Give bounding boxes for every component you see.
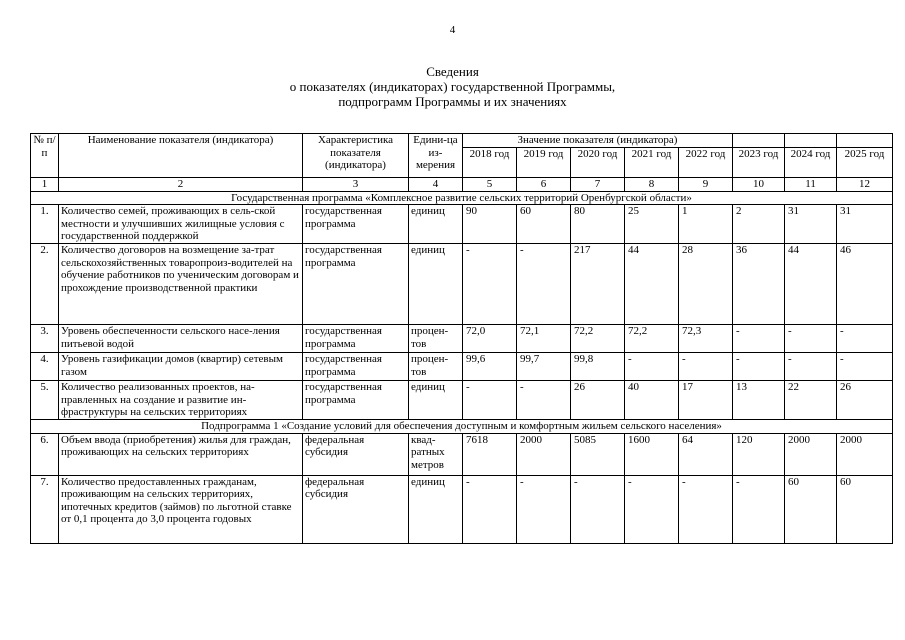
indicator-value: - [785,324,837,352]
header-year: 2018 год [463,148,517,178]
indicator-characteristic: федеральная субсидия [303,475,409,543]
column-index: 10 [733,178,785,192]
indicator-value: 60 [517,205,571,244]
header-year: 2025 год [837,148,893,178]
indicator-value: - [463,380,517,419]
indicator-name: Количество договоров на возмещение за-трат сельскохозяйственных товаропроиз-водителей на обучение работников по ученическим договорам и прохождение производственной практики [59,243,303,324]
indicator-value: - [517,380,571,419]
column-index: 7 [571,178,625,192]
indicator-value: 17 [679,380,733,419]
indicator-value: 99,8 [571,352,625,380]
indicator-value: 72,0 [463,324,517,352]
indicator-value: 36 [733,243,785,324]
column-index: 9 [679,178,733,192]
header-characteristic: Характеристика показателя (индикатора) [303,134,409,178]
indicator-value: 7618 [463,433,517,475]
indicator-value: 2000 [517,433,571,475]
indicator-value: 26 [837,380,893,419]
header-num: № п/п [31,134,59,178]
indicator-value: 99,7 [517,352,571,380]
indicator-characteristic: государственная программа [303,205,409,244]
indicator-value: 72,3 [679,324,733,352]
indicators-table [30,133,893,544]
column-index: 12 [837,178,893,192]
indicator-value: - [679,475,733,543]
indicator-value: - [679,352,733,380]
section-title: Государственная программа «Комплексное развитие сельских территорий Оренбургской области» [31,191,893,205]
header-unit: Едини-ца из-мерения [409,134,463,178]
indicator-value: - [733,324,785,352]
indicator-value: 72,2 [571,324,625,352]
indicator-value: 13 [733,380,785,419]
indicator-value: - [733,352,785,380]
indicator-value: 2000 [837,433,893,475]
header-year: 2023 год [733,148,785,178]
indicator-value: - [517,243,571,324]
indicator-characteristic: государственная программа [303,352,409,380]
indicator-value: 2 [733,205,785,244]
indicator-value: 22 [785,380,837,419]
indicator-value: - [517,475,571,543]
indicator-unit: единиц [409,380,463,419]
indicator-value: 120 [733,433,785,475]
table-row [31,324,893,352]
indicator-value: - [733,475,785,543]
indicator-value: 2000 [785,433,837,475]
indicator-value: - [463,243,517,324]
indicator-name: Объем ввода (приобретения) жилья для граждан, проживающих на сельских территориях [59,433,303,475]
indicator-value: - [625,352,679,380]
indicator-value: - [571,475,625,543]
indicator-name: Уровень обеспеченности сельского насе-ления питьевой водой [59,324,303,352]
row-number: 5. [31,380,59,419]
header-year: 2020 год [571,148,625,178]
row-number: 4. [31,352,59,380]
header-name: Наименование показателя (индикатора) [59,134,303,178]
title-line: Сведения [426,64,479,79]
column-index: 11 [785,178,837,192]
indicator-characteristic: государственная программа [303,380,409,419]
indicator-name: Уровень газификации домов (квартир) сетевым газом [59,352,303,380]
indicator-value: 60 [837,475,893,543]
indicator-unit: единиц [409,475,463,543]
indicator-value: 64 [679,433,733,475]
column-index: 4 [409,178,463,192]
document-title [0,64,905,109]
column-index: 5 [463,178,517,192]
indicator-value: - [837,324,893,352]
indicator-value: 90 [463,205,517,244]
table-row [31,433,893,475]
indicator-value: 72,1 [517,324,571,352]
table-row [31,352,893,380]
indicator-value: - [785,352,837,380]
indicator-value: - [837,352,893,380]
indicator-value: 1600 [625,433,679,475]
row-number: 6. [31,433,59,475]
row-number: 7. [31,475,59,543]
column-index: 6 [517,178,571,192]
header-year: 2022 год [679,148,733,178]
indicator-value: 217 [571,243,625,324]
indicator-unit: процен-тов [409,324,463,352]
column-index: 8 [625,178,679,192]
indicator-value: 5085 [571,433,625,475]
indicator-characteristic: государственная программа [303,324,409,352]
title-line: подпрограмм Программы и их значениях [338,94,567,109]
row-number: 2. [31,243,59,324]
indicator-unit: единиц [409,205,463,244]
section-title: Подпрограмма 1 «Создание условий для обеспечения доступным и комфортным жильем сельского населения» [31,419,893,433]
row-number: 1. [31,205,59,244]
indicator-value: 60 [785,475,837,543]
header-year: 2019 год [517,148,571,178]
title-line: о показателях (индикаторах) государственной Программы, [289,79,616,94]
indicator-value: 26 [571,380,625,419]
indicator-unit: процен-тов [409,352,463,380]
indicator-value: - [463,475,517,543]
indicator-value: 1 [679,205,733,244]
column-index: 3 [303,178,409,192]
column-index: 1 [31,178,59,192]
header-values: Значение показателя (индикатора) [463,134,733,148]
page-number: 4 [449,24,456,36]
indicator-name: Количество семей, проживающих в сель-ской местности и улучшивших жилищные условия с государственной поддержкой [59,205,303,244]
table-row [31,380,893,419]
table-row [31,243,893,324]
indicator-characteristic: государственная программа [303,243,409,324]
indicator-value: 31 [785,205,837,244]
indicator-value: 99,6 [463,352,517,380]
indicator-value: 44 [625,243,679,324]
indicator-value: 28 [679,243,733,324]
header-year: 2024 год [785,148,837,178]
row-number: 3. [31,324,59,352]
indicator-name: Количество реализованных проектов, на-правленных на создание и развитие ин-фраструктуры на сельских территориях [59,380,303,419]
indicator-value: 72,2 [625,324,679,352]
indicator-value: - [625,475,679,543]
indicator-unit: единиц [409,243,463,324]
indicator-value: 80 [571,205,625,244]
indicator-value: 25 [625,205,679,244]
table-row [31,475,893,543]
header-year: 2021 год [625,148,679,178]
indicator-value: 46 [837,243,893,324]
indicator-unit: квад-ратных метров [409,433,463,475]
column-index: 2 [59,178,303,192]
indicator-value: 31 [837,205,893,244]
table-row [31,205,893,244]
indicator-value: 40 [625,380,679,419]
indicator-value: 44 [785,243,837,324]
indicator-name: Количество предоставленных гражданам, проживающим на сельских территориях, ипотечных кредитов (займов) по льготной ставке от 0,1 процента до 3,0 процента годовых [59,475,303,543]
indicator-characteristic: федеральная субсидия [303,433,409,475]
